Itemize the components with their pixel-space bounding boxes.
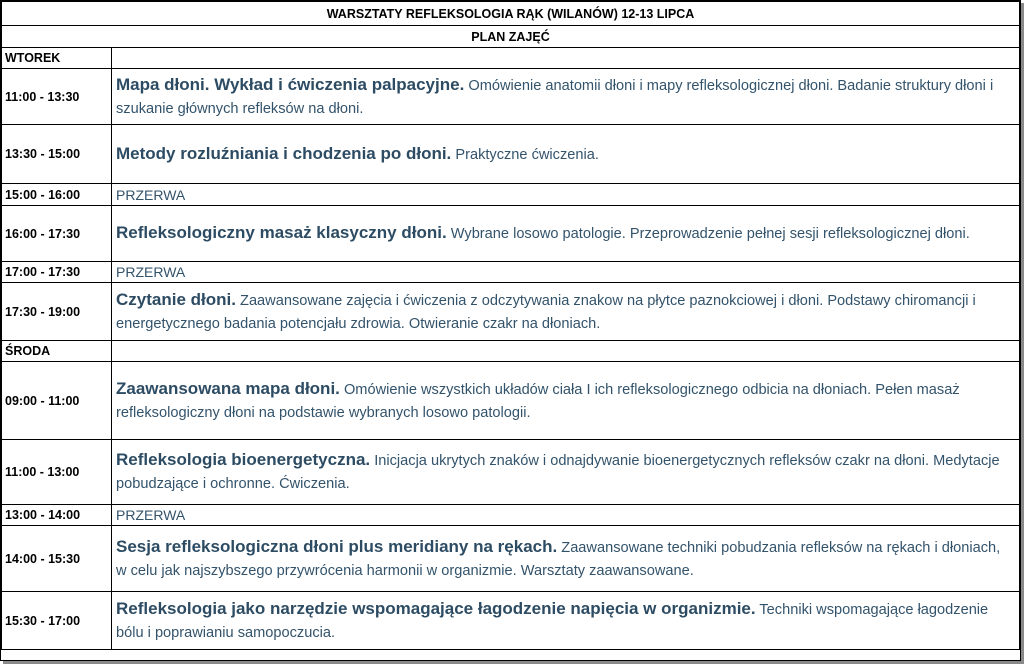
session-description [112, 125, 1020, 184]
session-text: Praktyczne ćwiczenia. [455, 146, 599, 163]
session-time: 11:00 - 13:30 [2, 69, 112, 125]
session-description [112, 440, 1020, 505]
break-time: 13:00 - 14:00 [2, 505, 112, 526]
session-title: Czytanie dłoni. [116, 289, 236, 309]
session-title: Zaawansowana mapa dłoni. [116, 378, 340, 398]
session-time: 13:30 - 15:00 [2, 125, 112, 184]
session-row [2, 69, 1020, 125]
break-row [2, 505, 1020, 526]
session-time: 17:30 - 19:00 [2, 283, 112, 341]
title-row [2, 2, 1020, 26]
session-text: Wybrane losowo patologie. Przeprowadzenie pełnej sesji refleksologicznej dłoni. [450, 226, 970, 242]
session-row [2, 206, 1020, 262]
session-title: Sesja refleksologiczna dłoni plus meridiany na rękach. [116, 536, 558, 556]
session-time: 15:30 - 17:00 [2, 592, 112, 650]
session-description [112, 362, 1020, 440]
session-title: Refleksologia bioenergetyczna. [116, 450, 371, 469]
session-title: Refleksologiczny masaż klasyczny dłoni. [116, 223, 447, 242]
break-row [2, 184, 1020, 206]
session-text: Omówienie wszystkich układów ciała I ich refleksologicznego odbicia na dłoniach. Pełen masaż refleksologiczny dłoni na podstawie wybranych losowo patologii. [116, 381, 960, 421]
break-label: PRZERWA [112, 505, 1020, 526]
session-row [2, 440, 1020, 505]
session-description [112, 206, 1020, 262]
day-row-wednesday [2, 341, 1020, 362]
session-text: Techniki wspomagające łagodzenie bólu i poprawianiu samopoczucia. [116, 601, 989, 641]
session-text: Inicjacja ukrytych znaków i odnajdywanie bioenergetycznych refleksów czakr na dłoni. Medytacje pobudzające i ochronne. Ćwiczenia. [116, 453, 1000, 492]
session-row [2, 125, 1020, 184]
session-text: Zaawansowane zajęcia i ćwiczenia z odczytywania znakow na płytce paznokciowej i dłoni. Podstawy chiromancji i energetycznego badania potencjału zdrowia. Otwieranie czakr na dłoniach. [116, 292, 976, 332]
subtitle-row [2, 26, 1020, 48]
session-text: Zaawansowane techniki pobudzania refleksów na rękach i dłoniach, w celu jak najszybszego przywrócenia harmonii w organizmie. Warsztaty zaawansowane. [116, 539, 1001, 579]
session-time: 16:00 - 17:30 [2, 206, 112, 262]
session-row [2, 283, 1020, 341]
session-time: 11:00 - 13:00 [2, 440, 112, 505]
break-label: PRZERWA [112, 262, 1020, 283]
schedule-subtitle: PLAN ZAJĘĆ [2, 26, 1020, 48]
session-description [112, 592, 1020, 650]
session-description [112, 69, 1020, 125]
session-row [2, 362, 1020, 440]
schedule-table [1, 1, 1020, 650]
session-title: Mapa dłoni. Wykład i ćwiczenia palpacyjne. [116, 74, 465, 94]
day-row-tuesday [2, 48, 1020, 69]
schedule-title: WARSZTATY REFLEKSOLOGIA RĄK (WILANÓW) 12-13 LIPCA [2, 2, 1020, 26]
session-text: Omówienie anatomii dłoni i mapy refleksologicznej dłoni. Badanie struktury dłoni i szukanie głównych refleksów na dłoni. [116, 77, 994, 117]
break-row [2, 262, 1020, 283]
day-label: WTOREK [2, 48, 112, 69]
break-time: 17:00 - 17:30 [2, 262, 112, 283]
break-label: PRZERWA [112, 184, 1020, 206]
session-description [112, 526, 1020, 592]
session-row [2, 592, 1020, 650]
session-time: 14:00 - 15:30 [2, 526, 112, 592]
session-row [2, 526, 1020, 592]
session-time: 09:00 - 11:00 [2, 362, 112, 440]
session-title: Refleksologia jako narzędzie wspomagające łagodzenie napięcia w organizmie. [116, 598, 756, 618]
break-time: 15:00 - 16:00 [2, 184, 112, 206]
day-label: ŚRODA [2, 341, 112, 362]
session-description [112, 283, 1020, 341]
session-title: Metody rozluźniania i chodzenia po dłoni. [116, 143, 452, 163]
